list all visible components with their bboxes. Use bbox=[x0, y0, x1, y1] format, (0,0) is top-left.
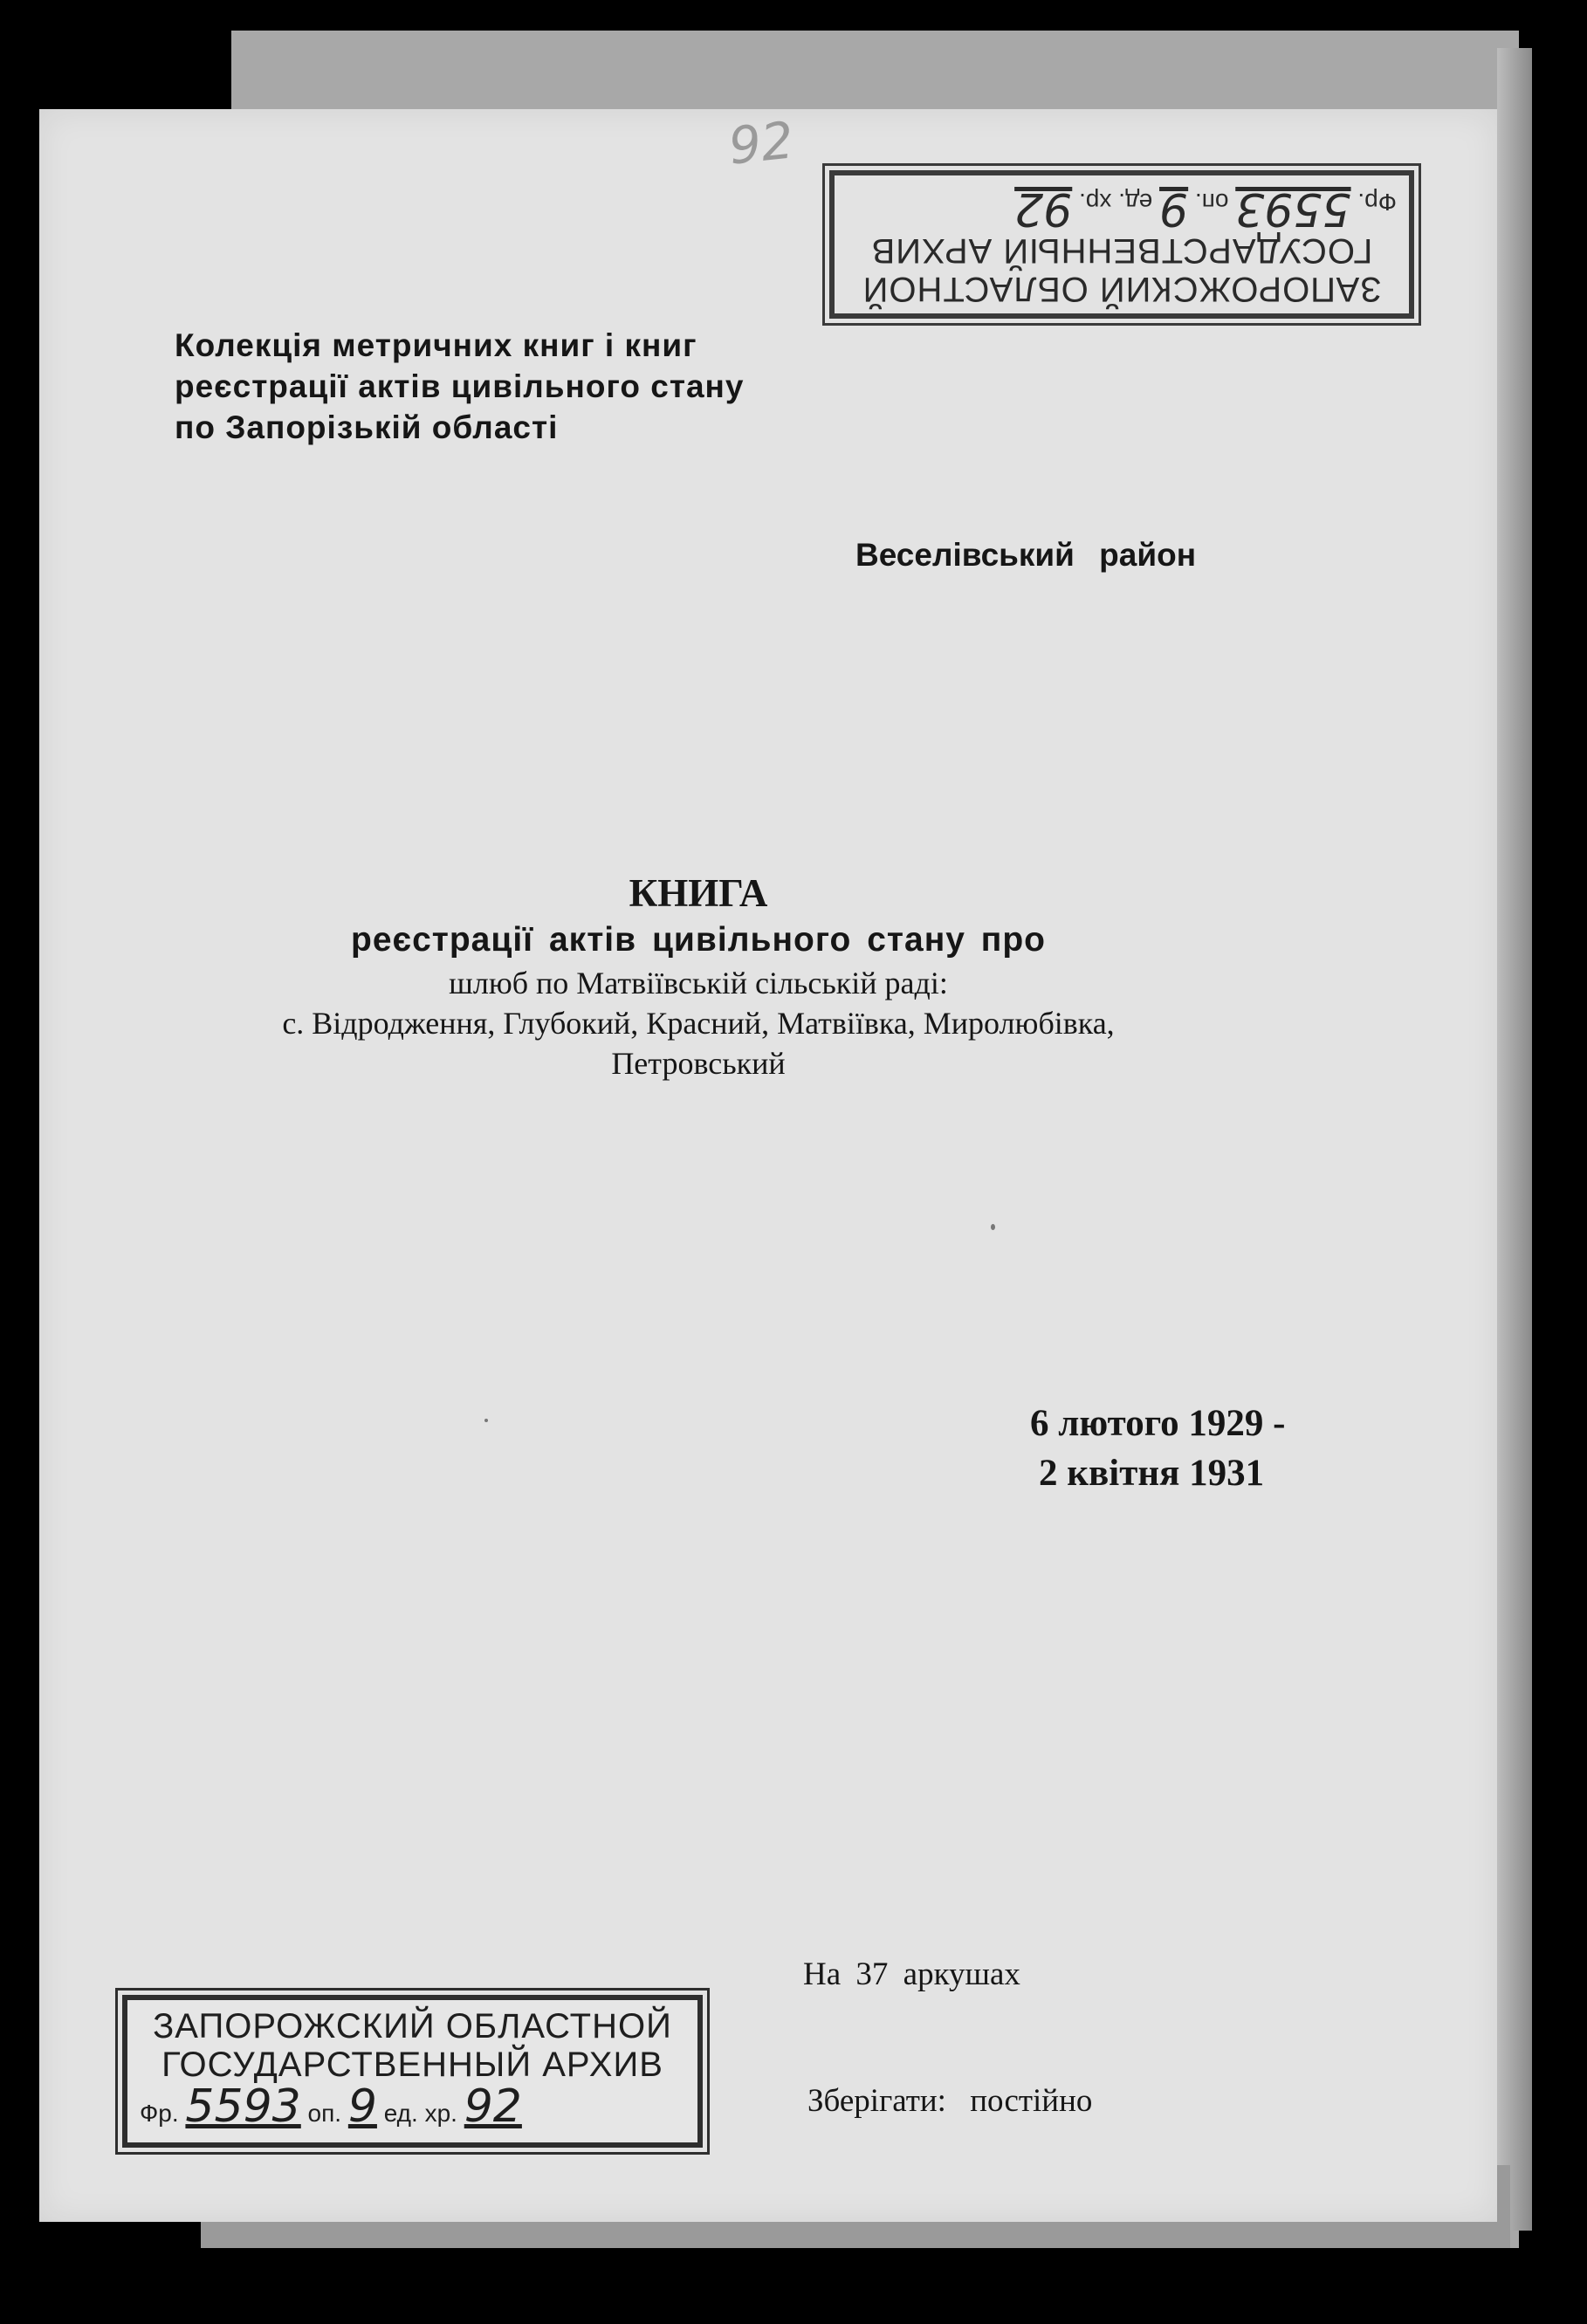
retention-note: Зберігати: постійно bbox=[807, 2083, 1093, 2119]
book-subtitle: реєстрації актів цивільного стану про bbox=[351, 921, 1046, 959]
back-cover-edge bbox=[1497, 48, 1532, 2231]
paper-speck bbox=[991, 1224, 995, 1230]
book-title-block bbox=[39, 869, 1357, 1083]
paper-speck bbox=[484, 1419, 488, 1422]
collection-line-3: по Запорізькій області bbox=[175, 409, 559, 445]
archive-stamp-top bbox=[829, 170, 1414, 319]
book-villages-line: с. Відродження, Глубокий, Красний, Матвіївка, Миролюбівка, bbox=[282, 1006, 1115, 1041]
stamp-unit-number: 92 bbox=[1014, 182, 1073, 235]
book-villages-line-2: Петровський bbox=[611, 1046, 786, 1081]
stamp-line-2: ГОСУДАРСТВЕННЫЙ АРХИВ bbox=[870, 231, 1373, 270]
date-start: 6 лютого 1929 - bbox=[1030, 1403, 1286, 1444]
stamp-opis-number: 9 bbox=[1159, 182, 1189, 235]
stamp-fond-number: 5593 bbox=[185, 2080, 301, 2133]
sheet-count: На 37 аркушах bbox=[803, 1956, 1020, 1992]
stamp-line-1: ЗАПОРОЖСКИЙ ОБЛАСТНОЙ bbox=[153, 2007, 672, 2046]
stamp-unit-label: ед. хр. bbox=[1079, 189, 1153, 216]
collection-line-1: Колекція метричних книг і книг bbox=[175, 327, 697, 363]
archive-stamp-bottom bbox=[122, 1995, 703, 2148]
book-marriage-line: шлюб по Матвіївській сільській раді: bbox=[449, 966, 948, 1000]
collection-heading bbox=[175, 325, 744, 448]
stamp-fond-number: 5593 bbox=[1235, 182, 1351, 235]
stamp-line-2: ГОСУДАРСТВЕННЫЙ АРХИВ bbox=[161, 2046, 663, 2084]
stamp-fond-label: Фр. bbox=[140, 2100, 179, 2127]
stamp-opis-number: 9 bbox=[347, 2080, 377, 2133]
district-name: Веселівський район bbox=[855, 537, 1197, 573]
collection-line-2: реєстрації актів цивільного стану bbox=[175, 368, 745, 404]
date-range bbox=[1030, 1399, 1286, 1498]
date-end: 2 квітня 1931 bbox=[1039, 1453, 1265, 1494]
stamp-reference bbox=[127, 2080, 697, 2136]
stamp-reference bbox=[835, 179, 1409, 235]
stamp-unit-label: ед. хр. bbox=[383, 2100, 457, 2127]
stamp-unit-number: 92 bbox=[464, 2080, 522, 2133]
pencil-page-number: 92 bbox=[725, 110, 797, 176]
stamp-opis-label: оп. bbox=[307, 2100, 342, 2127]
book-title: КНИГА bbox=[629, 871, 768, 915]
stamp-line-1: ЗАПОРОЖСКИЙ ОБЛАСТНОЙ bbox=[862, 270, 1382, 308]
stamp-fond-label: Фр. bbox=[1357, 189, 1397, 216]
stamp-opis-label: оп. bbox=[1194, 189, 1229, 216]
